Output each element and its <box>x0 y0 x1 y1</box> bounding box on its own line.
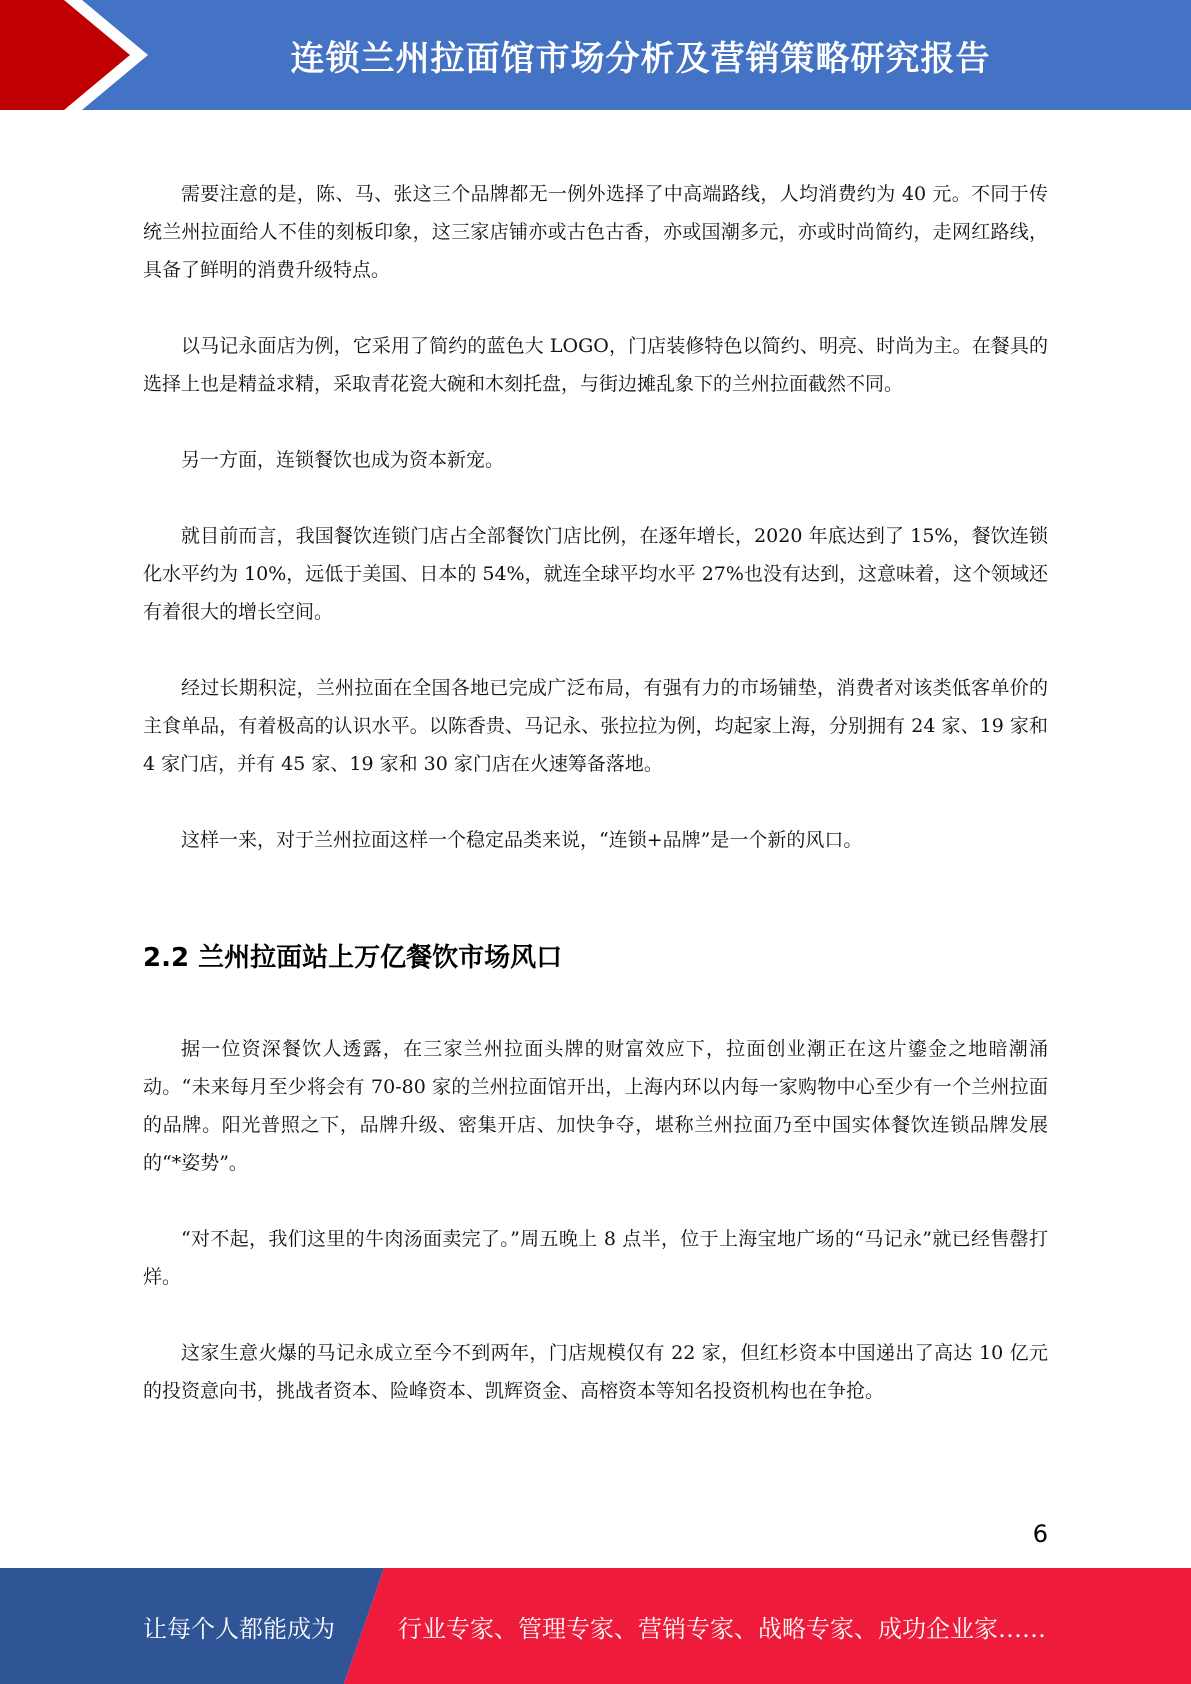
footer-slogan-left: 让每个人都能成为 <box>143 1614 335 1643</box>
paragraph: 需要注意的是，陈、马、张这三个品牌都无一例外选择了中高端路线，人均消费约为 40 元。不同于传统兰州拉面给人不佳的刻板印象，这三家店铺亦或古色古香，亦或国潮多元，亦或时尚简约，走网红路线，具备了鲜明的消费升级特点。 <box>143 183 1048 281</box>
paragraph: 另一方面，连锁餐饮也成为资本新宠。 <box>181 449 505 471</box>
page-number: 6 <box>1032 1520 1048 1548</box>
paragraph: 据一位资深餐饮人透露，在三家兰州拉面头牌的财富效应下，拉面创业潮正在这片鎏金之地暗潮涌动。“未来每月至少将会有 70-80 家的兰州拉面馆开出，上海内环以内每一家购物中心至少有一个兰州拉面的品牌。阳光普照之下，品牌升级、密集开店、加快争夺，堪称兰州拉面乃至中国实体餐饮连锁品牌发展的“*姿势”。 <box>143 1038 1048 1174</box>
header-title: 连锁兰州拉面馆市场分析及营销策略研究报告 <box>290 38 991 79</box>
paragraph: 以马记永面店为例，它采用了简约的蓝色大 LOGO，门店装修特色以简约、明亮、时尚为主。在餐具的选择上也是精益求精，采取青花瓷大碗和木刻托盘，与街边摊乱象下的兰州拉面截然不同。 <box>143 335 1048 395</box>
page-header <box>0 0 1191 110</box>
paragraph: 这样一来，对于兰州拉面这样一个稳定品类来说，“连锁+品牌”是一个新的风口。 <box>181 829 863 851</box>
paragraph: 就目前而言，我国餐饮连锁门店占全部餐饮门店比例，在逐年增长，2020 年底达到了 15%，餐饮连锁化水平约为 10%，远低于美国、日本的 54%，就连全球平均水平 27%也没有达到，这意味着，这个领域还有着很大的增长空间。 <box>143 525 1048 623</box>
paragraph: 这家生意火爆的马记永成立至今不到两年，门店规模仅有 22 家，但红杉资本中国递出了高达 10 亿元的投资意向书，挑战者资本、险峰资本、凯辉资金、高榕资本等知名投资机构也在争抢。 <box>143 1342 1048 1402</box>
header-chevron-icon <box>0 0 160 110</box>
paragraph: 经过长期积淀，兰州拉面在全国各地已完成广泛布局，有强有力的市场铺垫，消费者对该类低客单价的主食单品，有着极高的认识水平。以陈香贵、马记永、张拉拉为例，均起家上海，分别拥有 24 家、19 家和 4 家门店，并有 45 家、19 家和 30 家门店在火速筹备落地。 <box>143 677 1048 775</box>
page-footer <box>0 1568 1191 1684</box>
report-body <box>143 175 1048 1448</box>
footer-slogan-right: 行业专家、管理专家、营销专家、战略专家、成功企业家…… <box>398 1614 1046 1643</box>
section-heading: 2.2 兰州拉面站上万亿餐饮市场风口 <box>143 943 563 973</box>
paragraph: “对不起，我们这里的牛肉汤面卖完了。”周五晚上 8 点半，位于上海宝地广场的“马记永”就已经售罄打烊。 <box>143 1228 1048 1288</box>
